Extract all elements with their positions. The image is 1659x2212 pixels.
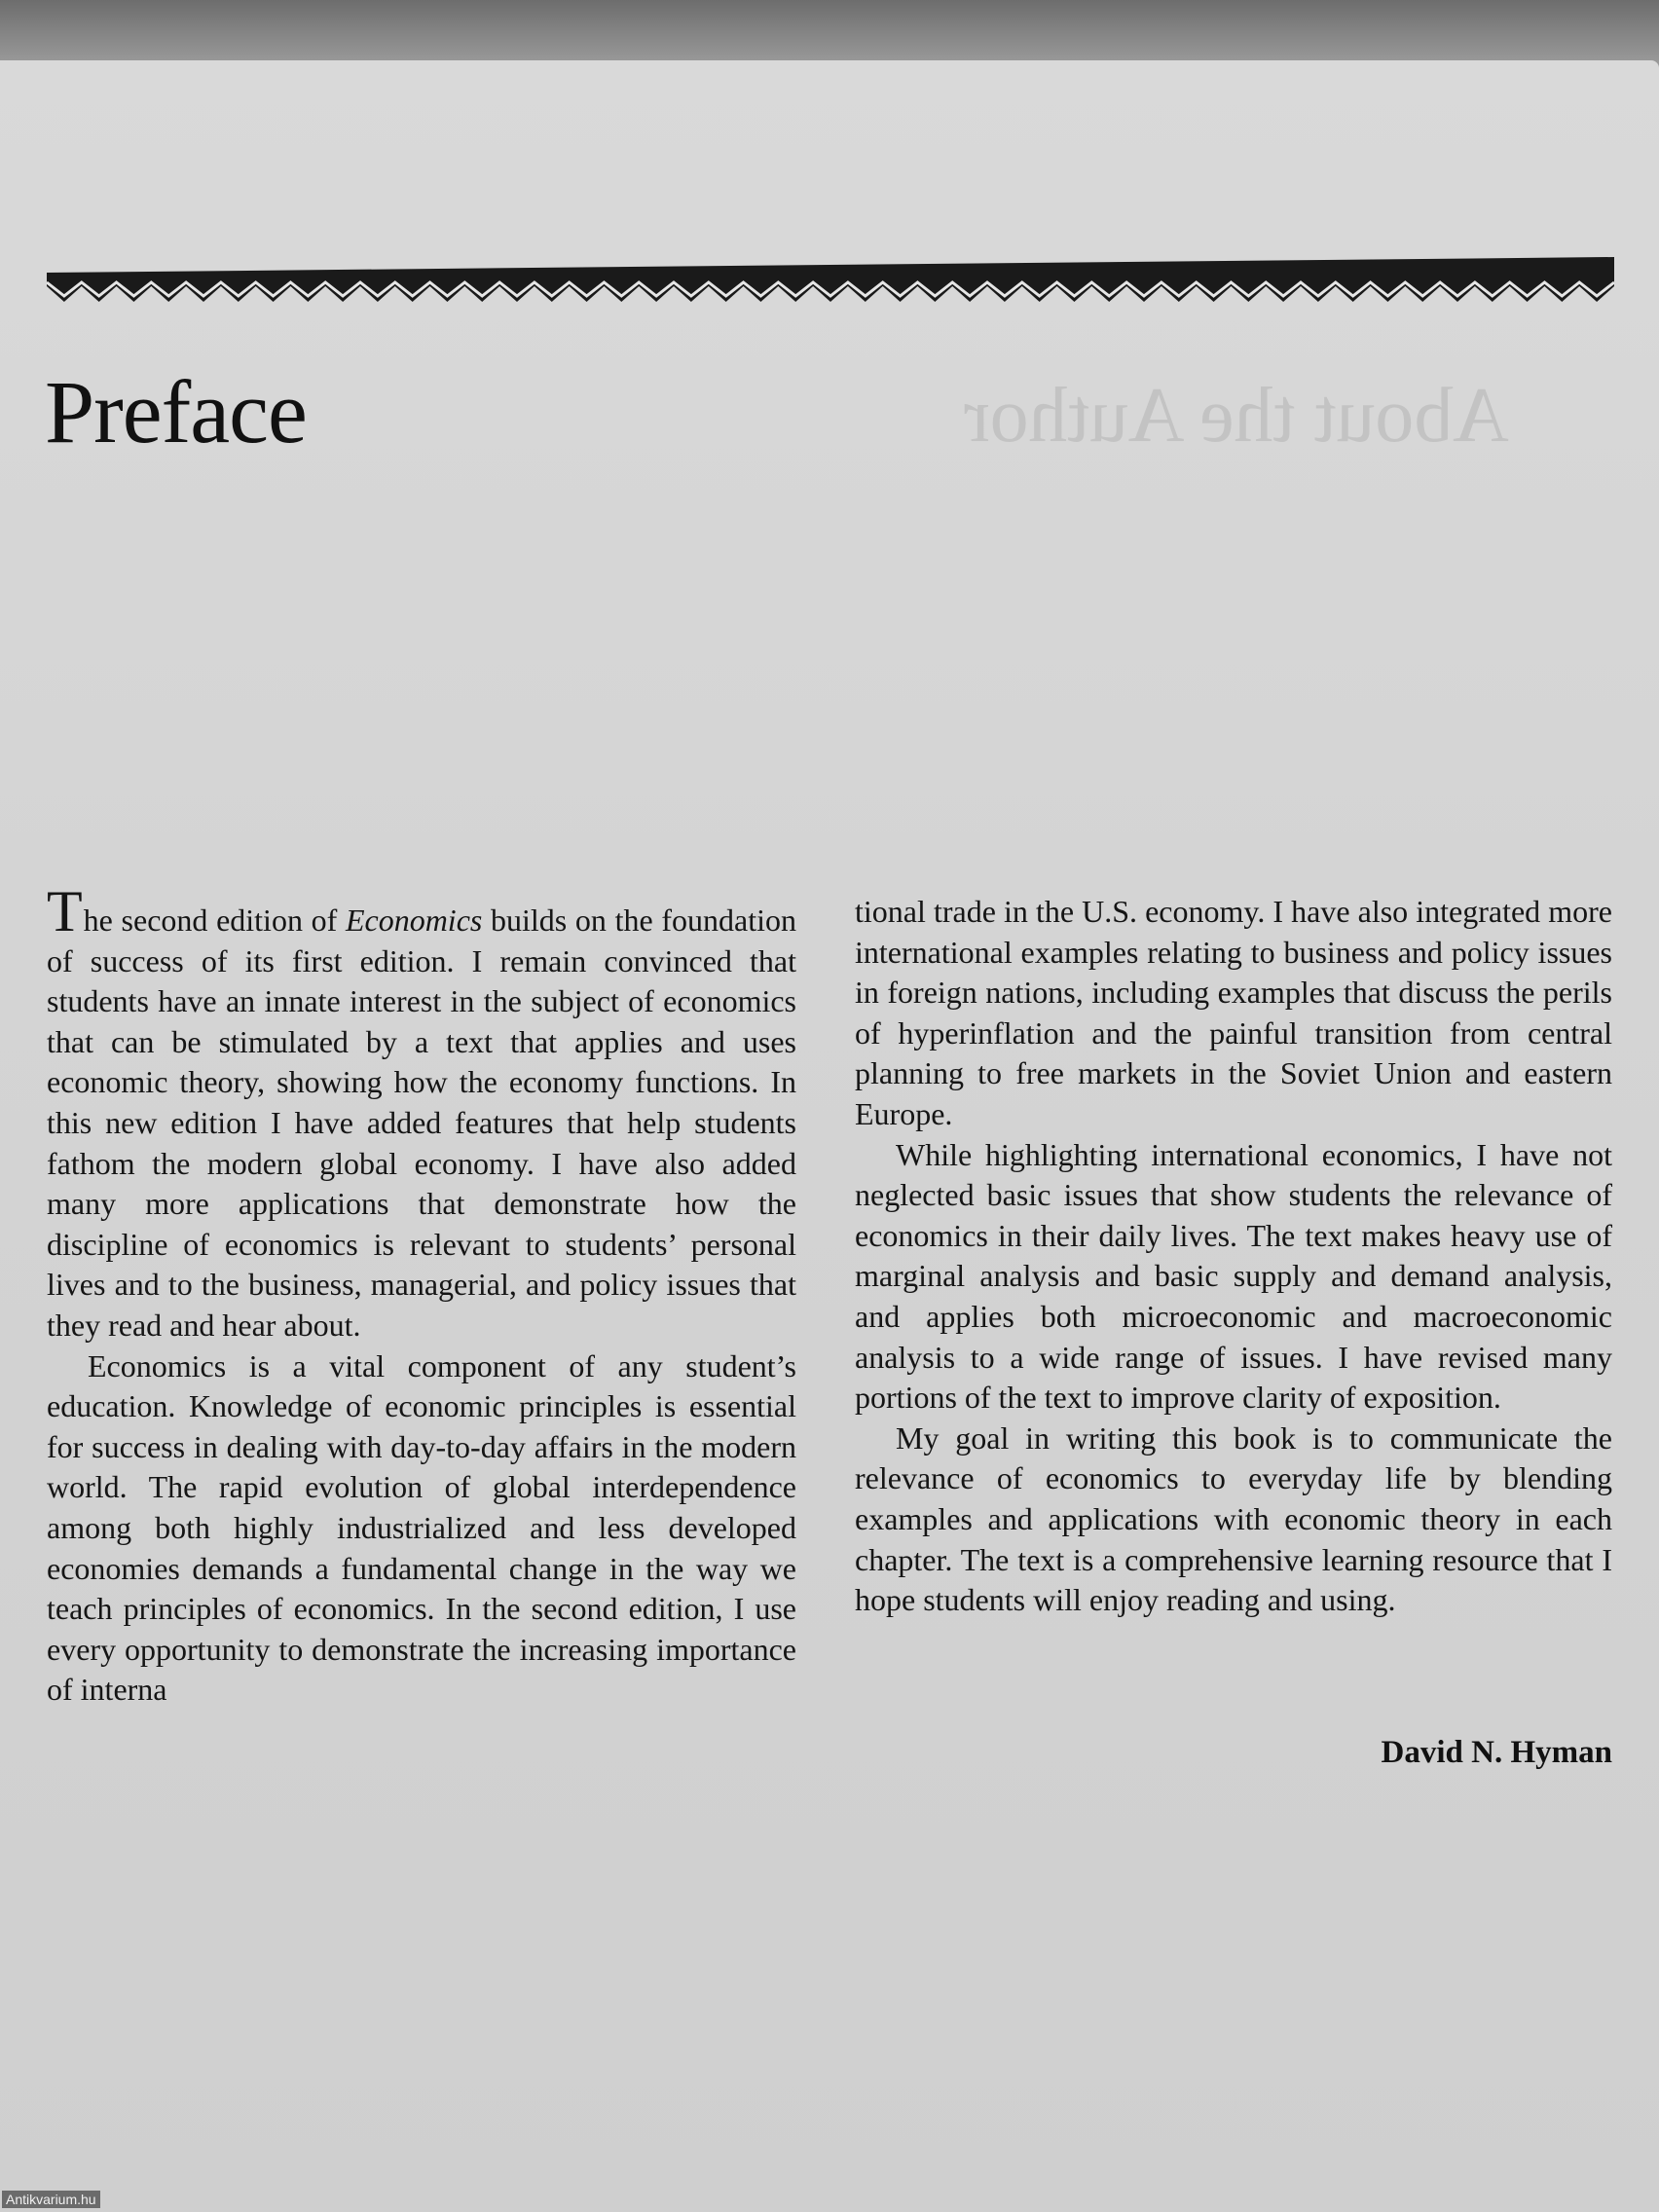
paragraph-education-continued: tional trade in the U.S. economy. I have also integrated more international examples relating to business and policy issues in foreign nations, including examples that discuss the perils of hyperinflation and the painful transition from central planning to free markets in the Soviet Union and eastern Europe. [855,894,1612,1131]
book-title-italic: Economics [345,903,483,938]
decorative-zigzag-border [47,255,1614,313]
background-surface [0,0,1659,68]
paragraph-intro-text-b: builds on the foundation of success of its first edition. I remain convinced that students have an innate interest in the subject of economics that can be stimulated by a text that applies and uses economic theory, showing how the economy functions. In this new edition I have added features that help students fathom the modern global economy. I have also added many more applications that demonstrate how the discipline of economics is relevant to students’ personal lives and to the business, managerial, and policy issues that they read and hear about. [47,903,796,1343]
paragraph-basic-issues: While highlighting international economics, I have not neglected basic issues that show students the relevance of economics in their daily lives. The text makes heavy use of marginal analysis and basic supply and demand analysis, and applies both microeconomic and macroeconomic analysis to a wide range of issues. I have revised many portions of the text to improve clarity of exposition. [855,1136,1612,1416]
facing-page-bleed-through-title: About the Author [964,373,1509,459]
zigzag-band-fill [47,257,1614,286]
paragraph-education: Economics is a vital component of any student’s education. Knowledge of economic principles is essential for success in dealing with day-to-day affairs in the modern world. The rapid evolution of global interdependence among both highly industrialized and less developed economies demands a fundamental change in the way we teach principles of economics. In the second edition, I use every opportunity to demonstrate the increasing importance of interna [47,1347,796,1708]
author-signature: David N. Hyman [1381,1735,1612,1770]
paragraph-goal: My goal in writing this book is to communicate the relevance of economics to everyday life by blending examples and applications with economic theory in each chapter. The text is a comprehensive learning resource that I hope students will enjoy reading and using. [855,1419,1612,1618]
text-column-right [855,892,1612,1621]
text-column-left [47,879,796,1711]
paragraph-intro-text-a: he second edition of [83,903,346,938]
source-watermark: Antikvarium.hu [2,2191,100,2208]
drop-cap: T [47,879,83,943]
page-title: Preface [45,362,307,461]
paragraph-intro [47,879,796,1346]
